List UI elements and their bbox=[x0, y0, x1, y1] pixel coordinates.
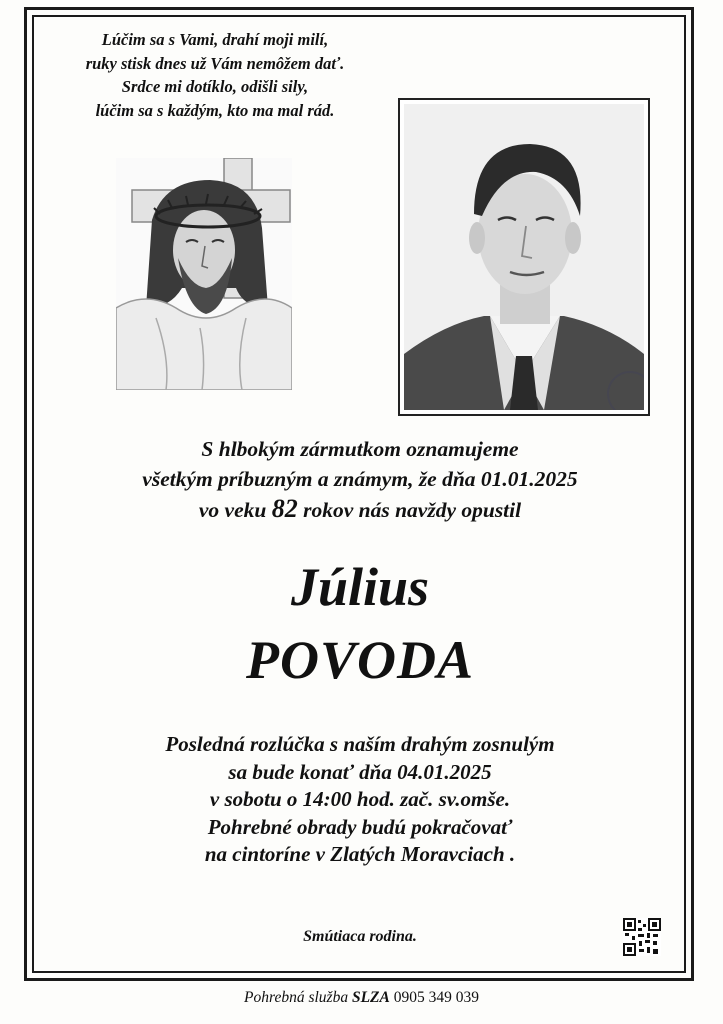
deceased-portrait bbox=[404, 104, 644, 410]
funeral-line: sa bude konať dňa 04.01.2025 bbox=[228, 759, 492, 784]
funeral-line: Pohrebné obrady budú pokračovať bbox=[207, 814, 513, 839]
announcement-text: rokov nás navždy opustil bbox=[303, 498, 522, 522]
funeral-line: Posledná rozlúčka s naším drahým zosnulým bbox=[165, 732, 555, 756]
announcement-line: S hlbokým zármutkom oznamujeme bbox=[201, 437, 519, 461]
deceased-first-name: Július bbox=[290, 557, 430, 617]
poem-line: ruky stisk dnes už Vám nemôžem dať. bbox=[85, 53, 345, 73]
poem-line: Srdce mi dotíklo, odišli sily, bbox=[121, 77, 309, 96]
qr-code-icon[interactable] bbox=[623, 918, 661, 956]
announcement-line: všetkým príbuzným a známym, že dňa 01.01.2025 bbox=[142, 467, 578, 491]
death-announcement bbox=[60, 434, 660, 525]
announcement-line bbox=[60, 494, 660, 525]
funeral-line: v sobotu o 14:00 hod. zač. sv.omše. bbox=[209, 787, 511, 811]
portrait-frame bbox=[398, 98, 650, 416]
funeral-line: na cintoríne v Zlatých Moravciach . bbox=[204, 842, 516, 866]
deceased-surname: POVODA bbox=[245, 630, 474, 690]
announcement-text: vo veku bbox=[198, 498, 267, 522]
family-signature: Smútiaca rodina. bbox=[303, 928, 417, 945]
jesus-cross-image bbox=[116, 158, 292, 390]
funeral-details bbox=[60, 731, 660, 869]
poem-line: lúčim sa s každým, kto ma mal rád. bbox=[95, 100, 335, 120]
footer-service-label: Pohrebná služba bbox=[244, 989, 349, 1006]
poem-line: Lúčim sa s Vami, drahí moji milí, bbox=[101, 30, 329, 49]
age-value: 82 bbox=[271, 494, 298, 523]
footer-brand: SLZA bbox=[351, 989, 390, 1006]
footer-phone[interactable]: 0905 349 039 bbox=[393, 989, 479, 1006]
farewell-poem bbox=[55, 28, 375, 122]
funeral-service-footer bbox=[100, 989, 623, 1007]
